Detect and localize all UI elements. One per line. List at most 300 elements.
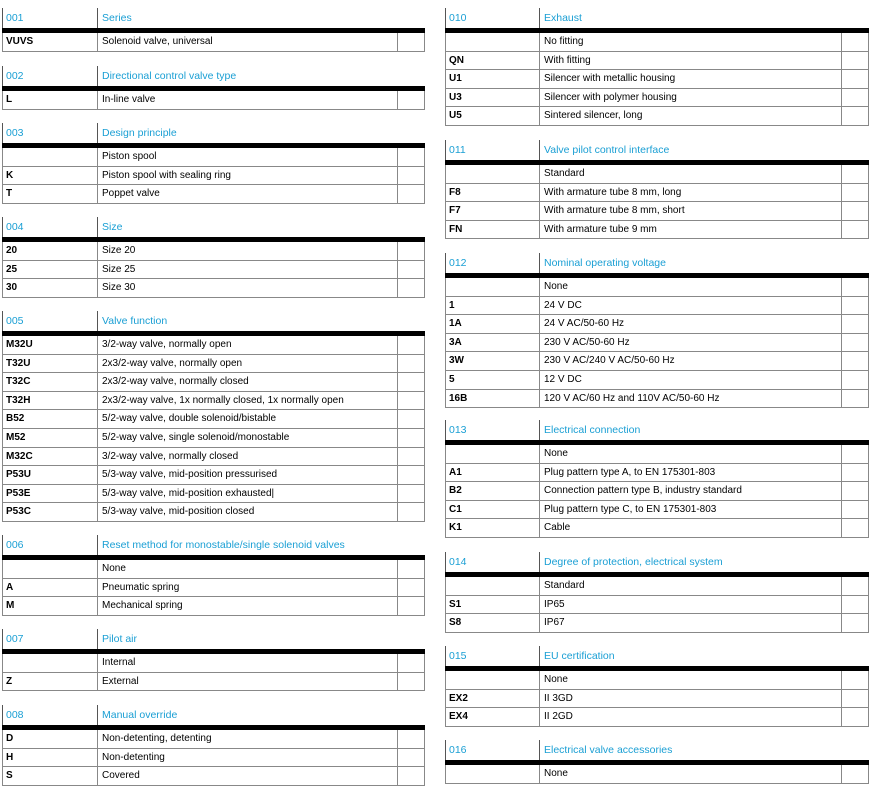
option-code: K	[6, 169, 14, 181]
option-code: 20	[6, 245, 18, 256]
table-row	[445, 671, 869, 690]
cell-divider	[397, 279, 398, 297]
option-description: Sintered silencer, long	[544, 110, 643, 122]
cell-divider	[445, 107, 446, 125]
cell-divider	[841, 33, 842, 51]
cell-divider	[424, 355, 425, 373]
header-divider	[97, 123, 98, 143]
section-header	[445, 253, 869, 273]
cell-divider	[97, 429, 98, 447]
header-divider	[97, 535, 98, 555]
cell-divider	[841, 165, 842, 183]
cell-divider	[868, 89, 869, 107]
cell-divider	[445, 202, 446, 220]
section-code: 013	[449, 424, 467, 436]
option-description: Cable	[544, 522, 571, 534]
cell-divider	[2, 579, 3, 597]
section-title: Degree of protection, electrical system	[544, 556, 723, 568]
cell-divider	[868, 70, 869, 88]
cell-divider	[539, 464, 540, 482]
cell-divider	[841, 671, 842, 689]
cell-divider	[539, 614, 540, 632]
table-row	[2, 503, 425, 522]
cell-divider	[841, 577, 842, 595]
section-header	[2, 66, 425, 86]
cell-divider	[424, 730, 425, 748]
option-description: Plug pattern type C, to EN 175301-803	[544, 503, 717, 515]
cell-divider	[539, 70, 540, 88]
cell-divider	[397, 336, 398, 354]
header-divider	[2, 705, 3, 725]
cell-divider	[2, 336, 3, 354]
cell-divider	[445, 765, 446, 783]
cell-divider	[868, 371, 869, 389]
option-description: 24 V DC	[544, 299, 582, 311]
cell-divider	[97, 355, 98, 373]
cell-divider	[868, 445, 869, 463]
option-code: FN	[449, 223, 463, 235]
cell-divider	[868, 352, 869, 370]
cell-divider	[424, 410, 425, 428]
table-row	[2, 336, 425, 355]
cell-divider	[868, 165, 869, 183]
header-divider	[539, 253, 540, 273]
cell-divider	[539, 165, 540, 183]
cell-divider	[424, 261, 425, 279]
cell-divider	[2, 373, 3, 391]
section-title: Design principle	[102, 127, 177, 139]
cell-divider	[424, 167, 425, 185]
option-description: Piston spool with sealing ring	[102, 169, 231, 181]
cell-divider	[445, 445, 446, 463]
cell-divider	[97, 503, 98, 521]
cell-divider	[424, 148, 425, 166]
option-code: 3A	[449, 336, 462, 348]
cell-divider	[2, 167, 3, 185]
option-description: 5/2-way valve, double solenoid/bistable	[102, 413, 276, 425]
section-code: 004	[6, 221, 24, 233]
cell-divider	[868, 708, 869, 726]
option-code: U3	[449, 91, 462, 103]
table-row	[2, 767, 425, 786]
option-description: Solenoid valve, universal	[102, 36, 213, 47]
cell-divider	[397, 485, 398, 503]
cell-divider	[539, 221, 540, 239]
header-divider	[2, 66, 3, 86]
cell-divider	[445, 70, 446, 88]
cell-divider	[539, 519, 540, 537]
option-code: P53U	[6, 469, 32, 481]
table-row	[445, 519, 869, 538]
option-code: 3W	[449, 355, 464, 367]
header-divider	[445, 140, 446, 160]
table-row	[2, 185, 425, 204]
cell-divider	[841, 352, 842, 370]
cell-divider	[2, 597, 3, 615]
section-013	[445, 420, 869, 538]
cell-divider	[424, 767, 425, 785]
section-010	[445, 8, 869, 126]
option-description: Plug pattern type A, to EN 175301-803	[544, 466, 716, 478]
section-header	[445, 646, 869, 666]
section-011	[445, 140, 869, 239]
section-header	[2, 8, 425, 28]
option-code: M32C	[6, 450, 33, 462]
table-row	[445, 390, 869, 409]
table-row	[445, 202, 869, 221]
section-code: 016	[449, 744, 467, 756]
option-code: QN	[449, 54, 464, 66]
section-012	[445, 253, 869, 408]
option-description: None	[544, 674, 568, 685]
cell-divider	[445, 671, 446, 689]
option-code: F7	[449, 205, 461, 217]
header-divider	[445, 253, 446, 273]
section-header	[2, 629, 425, 649]
option-description: IP67	[544, 617, 565, 629]
table-row	[445, 297, 869, 316]
option-description: With fitting	[544, 54, 591, 66]
option-code: C1	[449, 503, 462, 515]
option-description: Connection pattern type B, industry standard	[544, 485, 742, 497]
cell-divider	[539, 708, 540, 726]
option-description: Size 25	[102, 263, 136, 275]
header-divider	[539, 740, 540, 760]
table-row	[445, 352, 869, 371]
option-code: T32H	[6, 394, 31, 406]
cell-divider	[397, 448, 398, 466]
cell-divider	[424, 466, 425, 484]
option-code: 30	[6, 282, 18, 294]
option-description: External	[102, 675, 139, 687]
cell-divider	[539, 89, 540, 107]
option-code: D	[6, 733, 14, 744]
option-description: With armature tube 9 mm	[544, 223, 657, 235]
option-description: Mechanical spring	[102, 600, 183, 612]
cell-divider	[397, 167, 398, 185]
cell-divider	[539, 371, 540, 389]
header-divider	[539, 8, 540, 28]
table-row	[445, 371, 869, 390]
section-header	[445, 420, 869, 440]
cell-divider	[97, 466, 98, 484]
cell-divider	[868, 482, 869, 500]
section-header	[2, 217, 425, 237]
cell-divider	[424, 597, 425, 615]
cell-divider	[397, 242, 398, 260]
table-row	[2, 33, 425, 52]
table-row	[2, 579, 425, 598]
cell-divider	[841, 315, 842, 333]
table-row	[2, 261, 425, 280]
section-title: Series	[102, 12, 132, 24]
cell-divider	[2, 392, 3, 410]
cell-divider	[841, 482, 842, 500]
cell-divider	[2, 730, 3, 748]
cell-divider	[397, 579, 398, 597]
table-row	[445, 89, 869, 108]
option-code: A	[6, 581, 14, 593]
table-row	[445, 690, 869, 709]
cell-divider	[445, 52, 446, 70]
section-title: Electrical connection	[544, 424, 641, 436]
cell-divider	[445, 33, 446, 51]
cell-divider	[424, 373, 425, 391]
table-row	[445, 464, 869, 483]
option-code: B2	[449, 485, 462, 497]
cell-divider	[397, 730, 398, 748]
table-row	[2, 485, 425, 504]
cell-divider	[397, 373, 398, 391]
cell-divider	[868, 107, 869, 125]
table-row	[445, 482, 869, 501]
cell-divider	[2, 767, 3, 785]
cell-divider	[97, 185, 98, 203]
cell-divider	[2, 242, 3, 260]
cell-divider	[868, 315, 869, 333]
table-row	[445, 315, 869, 334]
option-code: 16B	[449, 392, 468, 404]
cell-divider	[397, 410, 398, 428]
cell-divider	[868, 33, 869, 51]
option-description: Size 30	[102, 282, 136, 294]
cell-divider	[841, 519, 842, 537]
option-description: Silencer with polymer housing	[544, 91, 677, 103]
table-row	[2, 148, 425, 167]
section-title: Directional control valve type	[102, 70, 237, 82]
cell-divider	[97, 579, 98, 597]
header-divider	[445, 740, 446, 760]
option-description: 24 V AC/50-60 Hz	[544, 318, 625, 330]
option-description: In-line valve	[102, 94, 156, 105]
cell-divider	[424, 560, 425, 578]
cell-divider	[397, 767, 398, 785]
table-row	[2, 373, 425, 392]
cell-divider	[424, 429, 425, 447]
cell-divider	[868, 52, 869, 70]
cell-divider	[97, 336, 98, 354]
section-016	[445, 740, 869, 784]
option-code: M	[6, 600, 15, 612]
section-header	[445, 8, 869, 28]
section-code: 015	[449, 650, 467, 662]
cell-divider	[539, 765, 540, 783]
cell-divider	[2, 91, 3, 109]
table-row	[445, 596, 869, 615]
cell-divider	[539, 482, 540, 500]
cell-divider	[868, 690, 869, 708]
cell-divider	[397, 33, 398, 51]
cell-divider	[424, 392, 425, 410]
cell-divider	[2, 503, 3, 521]
cell-divider	[445, 371, 446, 389]
option-description: 230 V AC/240 V AC/50-60 Hz	[544, 355, 675, 367]
table-row	[2, 242, 425, 261]
cell-divider	[397, 91, 398, 109]
cell-divider	[841, 371, 842, 389]
section-code: 012	[449, 257, 467, 269]
option-description: None	[544, 768, 568, 779]
section-title: Exhaust	[544, 12, 582, 24]
cell-divider	[424, 673, 425, 691]
cell-divider	[868, 614, 869, 632]
cell-divider	[445, 297, 446, 315]
table-row	[445, 501, 869, 520]
option-description: II 3GD	[544, 692, 573, 704]
cell-divider	[539, 596, 540, 614]
cell-divider	[97, 373, 98, 391]
cell-divider	[397, 355, 398, 373]
cell-divider	[424, 91, 425, 109]
cell-divider	[97, 485, 98, 503]
option-description: 2x3/2-way valve, normally open	[102, 357, 243, 369]
header-divider	[539, 646, 540, 666]
section-title: Valve pilot control interface	[544, 144, 670, 156]
cell-divider	[445, 278, 446, 296]
cell-divider	[841, 596, 842, 614]
header-divider	[539, 420, 540, 440]
cell-divider	[424, 242, 425, 260]
cell-divider	[841, 501, 842, 519]
cell-divider	[445, 501, 446, 519]
cell-divider	[397, 749, 398, 767]
cell-divider	[539, 390, 540, 408]
cell-divider	[424, 654, 425, 672]
section-title: Reset method for monostable/single solenoid valves	[102, 539, 345, 551]
cell-divider	[2, 448, 3, 466]
option-description: Standard	[544, 580, 585, 591]
option-code: P53C	[6, 506, 32, 518]
cell-divider	[397, 673, 398, 691]
section-header	[2, 535, 425, 555]
cell-divider	[539, 690, 540, 708]
option-code: T32U	[6, 357, 31, 369]
header-divider	[2, 311, 3, 331]
option-code: A1	[449, 466, 462, 478]
option-code: K1	[449, 522, 462, 534]
header-divider	[445, 646, 446, 666]
cell-divider	[97, 673, 98, 691]
table-row	[445, 708, 869, 727]
cell-divider	[2, 560, 3, 578]
option-description: 3/2-way valve, normally closed	[102, 450, 239, 462]
cell-divider	[539, 315, 540, 333]
section-header	[445, 552, 869, 572]
header-divider	[2, 217, 3, 237]
cell-divider	[841, 765, 842, 783]
cell-divider	[397, 654, 398, 672]
cell-divider	[97, 597, 98, 615]
section-header	[445, 140, 869, 160]
table-row	[445, 765, 869, 784]
cell-divider	[424, 448, 425, 466]
cell-divider	[397, 392, 398, 410]
cell-divider	[445, 334, 446, 352]
table-row	[445, 107, 869, 126]
cell-divider	[397, 503, 398, 521]
header-divider	[97, 8, 98, 28]
cell-divider	[397, 466, 398, 484]
cell-divider	[424, 579, 425, 597]
cell-divider	[445, 596, 446, 614]
cell-divider	[868, 577, 869, 595]
cell-divider	[539, 334, 540, 352]
header-divider	[445, 552, 446, 572]
option-description: IP65	[544, 598, 565, 610]
header-divider	[97, 705, 98, 725]
section-header	[2, 311, 425, 331]
option-description: No fitting	[544, 36, 584, 47]
cell-divider	[397, 560, 398, 578]
cell-divider	[445, 390, 446, 408]
cell-divider	[539, 33, 540, 51]
option-code: VUVS	[6, 36, 34, 47]
cell-divider	[841, 614, 842, 632]
cell-divider	[539, 352, 540, 370]
cell-divider	[445, 165, 446, 183]
option-description: Poppet valve	[102, 188, 160, 200]
header-divider	[445, 8, 446, 28]
cell-divider	[841, 70, 842, 88]
cell-divider	[424, 485, 425, 503]
option-description: 12 V DC	[544, 373, 582, 385]
cell-divider	[445, 184, 446, 202]
option-description: None	[102, 563, 126, 574]
header-divider	[97, 629, 98, 649]
table-row	[445, 33, 869, 52]
option-description: Size 20	[102, 245, 136, 256]
table-row	[2, 749, 425, 768]
cell-divider	[445, 315, 446, 333]
section-title: EU certification	[544, 650, 615, 662]
section-code: 003	[6, 127, 24, 139]
cell-divider	[868, 278, 869, 296]
option-description: 120 V AC/60 Hz and 110V AC/50-60 Hz	[544, 392, 720, 404]
section-code: 011	[449, 144, 466, 156]
cell-divider	[868, 297, 869, 315]
cell-divider	[97, 279, 98, 297]
cell-divider	[868, 202, 869, 220]
header-divider	[539, 140, 540, 160]
cell-divider	[445, 89, 446, 107]
cell-divider	[97, 749, 98, 767]
option-description: 5/3-way valve, mid-position exhausted|	[102, 487, 275, 499]
cell-divider	[97, 261, 98, 279]
section-007	[2, 629, 425, 691]
option-description: 5/2-way valve, single solenoid/monostable	[102, 431, 290, 443]
option-description: 5/3-way valve, mid-position pressurised	[102, 469, 278, 481]
cell-divider	[445, 519, 446, 537]
cell-divider	[2, 410, 3, 428]
option-description: Pneumatic spring	[102, 581, 180, 593]
option-description: Internal	[102, 657, 136, 668]
cell-divider	[841, 52, 842, 70]
table-row	[445, 165, 869, 184]
cell-divider	[97, 410, 98, 428]
header-divider	[2, 8, 3, 28]
table-row	[445, 334, 869, 353]
table-row	[2, 466, 425, 485]
cell-divider	[97, 167, 98, 185]
table-row	[2, 167, 425, 186]
cell-divider	[539, 577, 540, 595]
section-title: Valve function	[102, 315, 168, 327]
option-code: M32U	[6, 339, 33, 350]
cell-divider	[424, 749, 425, 767]
section-006	[2, 535, 425, 616]
option-code: 25	[6, 263, 18, 275]
cell-divider	[424, 503, 425, 521]
